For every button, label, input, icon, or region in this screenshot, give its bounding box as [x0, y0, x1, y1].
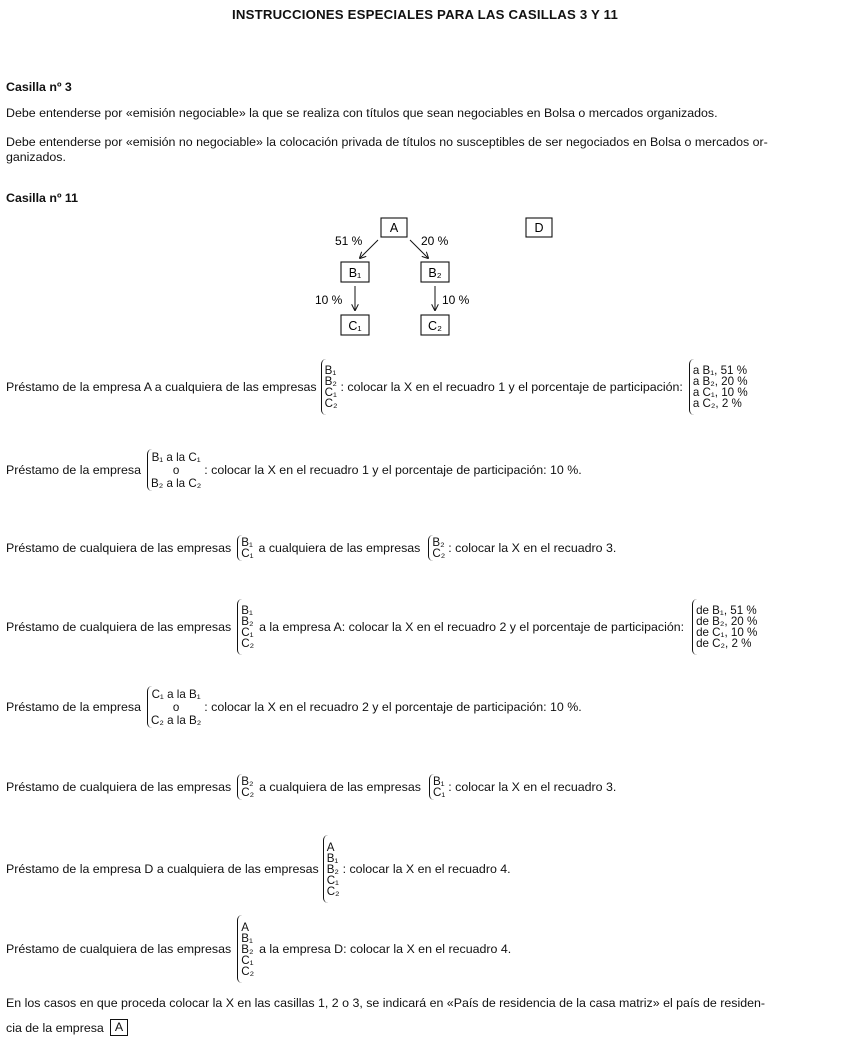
rule-4 — [6, 598, 760, 656]
company-c1-label: C₁ — [348, 319, 362, 333]
casilla-3-heading: Casilla nº 3 — [6, 80, 72, 94]
rule-2-lead: Préstamo de la empresa — [6, 463, 141, 477]
rule-7 — [6, 834, 511, 904]
rule-1-percentages: a B₁, 51 % a B₂, 20 % a C₁, 10 % a C₂, 2 % — [689, 359, 748, 415]
page-title: INSTRUCCIONES ESPECIALES PARA LAS CASILLAS 3 Y 11 — [232, 7, 618, 22]
company-a-inline-box: A — [110, 1019, 128, 1036]
rule-2-tail: : colocar la X en el recuadro 1 y el porcentaje de participación: 10 %. — [204, 463, 582, 477]
rule-3-brace-from: B₁ C₁ — [237, 535, 253, 561]
rule-5-tail: : colocar la X en el recuadro 2 y el porcentaje de participación: 10 %. — [204, 700, 582, 714]
rule-8-brace: A B₁ B₂ C₁ C₂ — [237, 915, 254, 983]
rule-7-tail: : colocar la X en el recuadro 4. — [342, 862, 511, 876]
rule-7-lead: Préstamo de la empresa D a cualquiera de las empresas — [6, 862, 319, 876]
arrow-a-to-b1 — [360, 240, 378, 258]
rule-6-brace-from: B₂ C₂ — [237, 774, 254, 800]
rule-4-percentages: de B₁, 51 % de B₂, 20 % de C₁, 10 % de C₂, 2 % — [692, 599, 757, 655]
pct-a-b1: 51 % — [335, 234, 363, 248]
final-note-text: cia de la empresa — [6, 1020, 104, 1035]
casilla-11-heading: Casilla nº 11 — [6, 191, 79, 205]
pct-b2-c2: 10 % — [442, 293, 470, 307]
rule-4-lead: Préstamo de cualquiera de las empresas — [6, 620, 232, 634]
rule-6-lead: Préstamo de cualquiera de las empresas — [6, 780, 232, 794]
casilla-3-paragraph-2-line-2: ganizados. — [6, 150, 66, 164]
rule-3-tail: : colocar la X en el recuadro 3. — [448, 541, 617, 555]
pct-b1-c1: 10 % — [315, 293, 343, 307]
rule-3-lead: Préstamo de cualquiera de las empresas — [6, 541, 232, 555]
pct-a-b2: 20 % — [421, 234, 449, 248]
company-relationship-diagram — [0, 0, 850, 345]
rule-6-brace-to: B₁ C₁ — [429, 774, 445, 800]
rule-6 — [6, 773, 616, 801]
final-note-line-1: En los casos en que proceda colocar la X en las casillas 1, 2 o 3, se indicará en «País de residencia de la casa matriz» el país de residen- — [6, 996, 766, 1010]
casilla-3-paragraph-1: Debe entenderse por «emisión negociable» la que se realiza con títulos que sean negociables en Bolsa o mercados organizados. — [6, 106, 718, 120]
rule-6-mid: a cualquiera de las empresas — [259, 780, 421, 794]
rule-5-lead: Préstamo de la empresa — [6, 700, 141, 714]
rule-5 — [6, 685, 582, 729]
rule-4-tail: a la empresa A: colocar la X en el recuadro 2 y el porcentaje de participación: — [259, 620, 685, 634]
company-d-label: D — [534, 221, 544, 235]
rule-2-brace: B₁ a la C₁ o B₂ a la C₂ — [147, 449, 201, 491]
rule-1 — [6, 358, 751, 416]
rule-1-brace: B₁ B₂ C₁ C₂ — [321, 359, 338, 415]
rule-7-brace: A B₁ B₂ C₁ C₂ — [323, 835, 340, 903]
rule-8-tail: a la empresa D: colocar la X en el recuadro 4. — [259, 942, 512, 956]
rule-3-mid: a cualquiera de las empresas — [258, 541, 421, 555]
rule-6-tail: : colocar la X en el recuadro 3. — [448, 780, 617, 794]
company-b2-label: B₂ — [428, 266, 442, 280]
company-b1-label: B₁ — [348, 266, 362, 280]
rule-1-tail: : colocar la X en el recuadro 1 y el porcentaje de participación: — [340, 380, 683, 394]
final-note-line-2 — [6, 1019, 128, 1036]
rule-8 — [6, 914, 511, 984]
rule-3-brace-to: B₂ C₂ — [428, 535, 445, 561]
casilla-3-paragraph-2-line-1: Debe entenderse por «emisión no negociable» la colocación privada de títulos no susceptibles de ser negociados en Bolsa o mercados or- — [6, 135, 768, 149]
rule-4-brace: B₁ B₂ C₁ C₂ — [237, 599, 254, 655]
rule-2 — [6, 448, 582, 492]
rule-5-brace: C₁ a la B₁ o C₂ a la B₂ — [147, 686, 201, 728]
rule-8-lead: Préstamo de cualquiera de las empresas — [6, 942, 232, 956]
rule-3 — [6, 534, 616, 562]
company-a-label: A — [389, 221, 399, 235]
company-c2-label: C₂ — [428, 319, 442, 333]
rule-1-lead: Préstamo de la empresa A a cualquiera de las empresas — [6, 380, 317, 394]
